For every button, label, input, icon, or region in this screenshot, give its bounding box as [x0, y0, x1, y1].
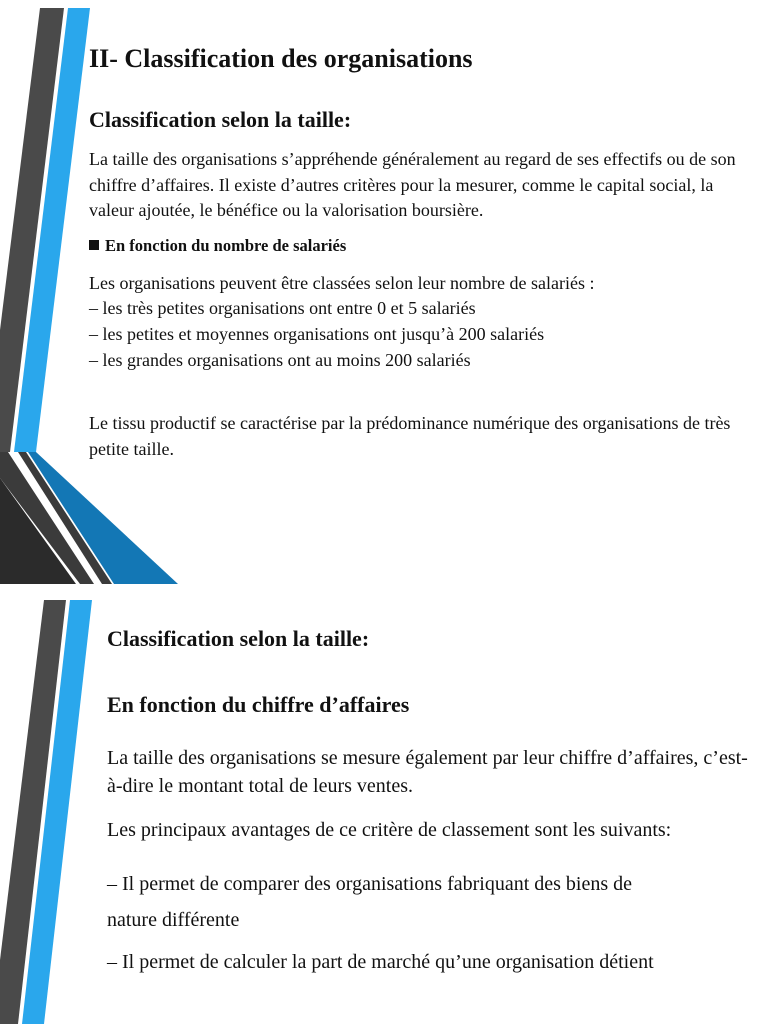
list-item: – les petites et moyennes organisations ont jusqu’à 200 salariés — [89, 323, 545, 344]
list-item: – les très petites organisations ont entre 0 et 5 salariés — [89, 298, 476, 319]
section-subtitle: Classification selon la taille: — [107, 626, 370, 651]
bullet-heading — [89, 234, 754, 258]
employee-criteria-list — [89, 271, 754, 373]
list-item: Les organisations peuvent être classées selon leur nombre de salariés : — [89, 272, 595, 293]
section-heading: En fonction du chiffre d’affaires — [107, 692, 410, 717]
revenue-paragraph: La taille des organisations se mesure également par leur chiffre d’affaires, c’est-à-dire le montant total de leurs ventes. — [107, 747, 748, 797]
slide-decoration-stripes — [0, 600, 100, 1024]
advantages-paragraph: Les principaux avantages de ce critère de classement sont les suivants: — [107, 819, 672, 841]
conclusion-paragraph: Le tissu productif se caractérise par la prédominance numérique des organisations de très petite taille. — [89, 413, 731, 459]
advantage-item-1-continuation: nature différente — [107, 909, 240, 931]
section-subtitle: Classification selon la taille: — [89, 107, 352, 132]
bullet-heading-text: En fonction du nombre de salariés — [105, 235, 347, 255]
slide-1-content — [89, 42, 754, 472]
square-bullet-icon — [89, 240, 99, 250]
advantage-item-2: – Il permet de calculer la part de marché qu’une organisation détient — [107, 951, 654, 973]
advantage-item-1: – Il permet de comparer des organisations fabriquant des biens de — [107, 873, 633, 895]
list-item: – les grandes organisations ont au moins 200 salariés — [89, 349, 471, 370]
slide-2-content — [107, 624, 757, 976]
slide-title: II- Classification des organisations — [89, 44, 473, 73]
slide-2 — [0, 600, 768, 1024]
intro-paragraph: La taille des organisations s’appréhende généralement au regard de ses effectifs ou de son chiffre d’affaires. Il existe d’autres critères pour la mesurer, comme le capital social, la valeur ajoutée, le bénéfice ou la valorisation boursière. — [89, 149, 736, 221]
